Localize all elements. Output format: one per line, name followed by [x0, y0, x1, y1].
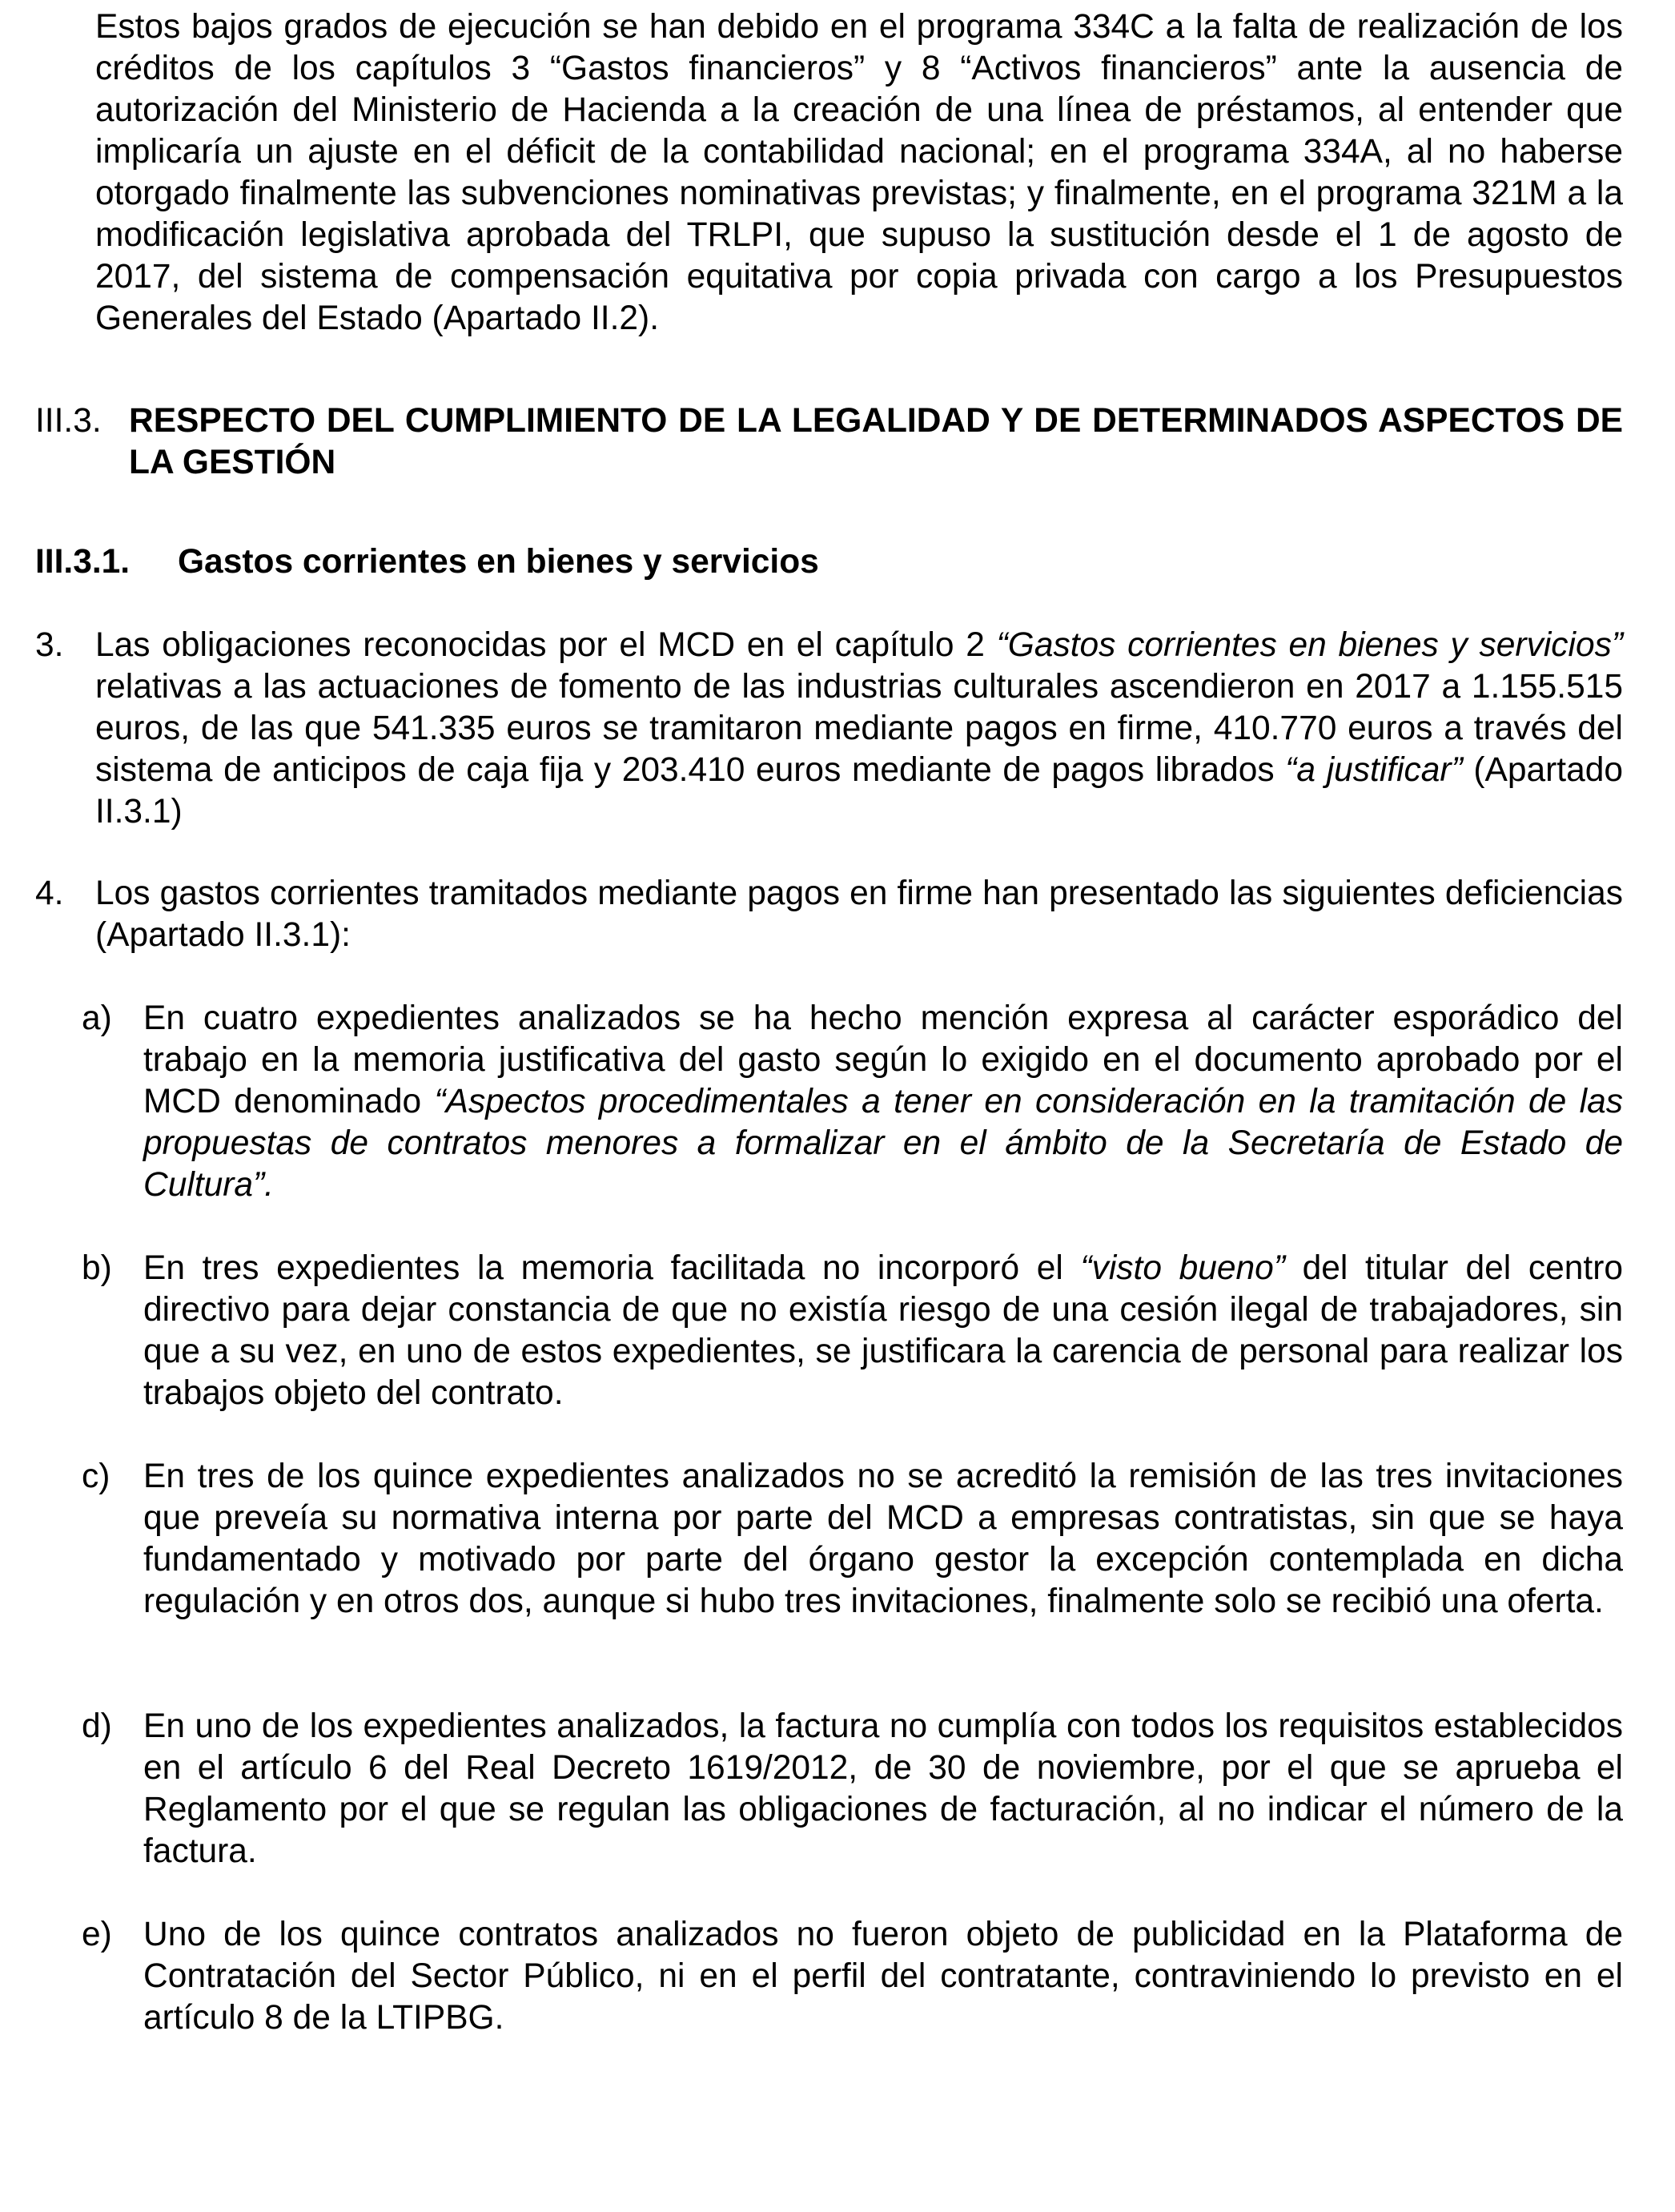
- sub-a-italic-1: “Aspectos procedimentales a tener en consideración en la tramitación de las propuestas de contratos menores a formalizar en el ámbito de la Secretaría de Estado de Cultura”.: [143, 1083, 1623, 1204]
- item-3-paragraph: [95, 625, 1623, 833]
- item-3-italic-2: “a justificar”: [1285, 751, 1463, 789]
- sub-b-label: b): [82, 1249, 112, 1287]
- sub-b-text-2: del titular del centro directivo para dejar constancia de que no existía riesgo de una cesión ilegal de trabajadores, sin que a su vez, en uno de estos expedientes, se justificara la carencia de personal para realizar los trabajos objeto del contrato.: [143, 1249, 1623, 1412]
- item-3-number: 3.: [35, 626, 64, 664]
- section-title: RESPECTO DEL CUMPLIMIENTO DE LA LEGALIDAD Y DE DETERMINADOS ASPECTOS DE LA GESTIÓN: [129, 402, 1623, 481]
- sub-e-label: e): [82, 1916, 112, 1953]
- sub-b-italic-1: “visto bueno”: [1080, 1249, 1285, 1287]
- item-3-text-2: relativas a las actuaciones de fomento de las industrias culturales ascendieron en 2017 a 1.155.515 euros, de las que 541.335 euros se tramitaron mediante pagos en firme, 410.770 euros a través del sistema de anticipos de caja fija y 203.410 euros mediante de pagos librados: [95, 668, 1623, 789]
- sub-d-label: d): [82, 1707, 112, 1745]
- sub-a-paragraph: [143, 998, 1623, 1206]
- sub-a-text-1: En cuatro expedientes analizados se ha hecho mención expresa al carácter esporádico del trabajo en la memoria justificativa del gasto según lo exigido en el documento aprobado por el MCD denominado: [143, 999, 1623, 1120]
- item-4-paragraph: Los gastos corrientes tramitados mediante pagos en firme han presentado las siguientes deficiencias (Apartado II.3.1):: [95, 875, 1623, 954]
- sub-c-label: c): [82, 1458, 110, 1495]
- sub-a-label: a): [82, 999, 112, 1037]
- sub-c-paragraph: En tres de los quince expedientes analizados no se acreditó la remisión de las tres invitaciones que preveía su normativa interna por parte del MCD a empresas contratistas, sin que se haya fundamentado y motivado por parte del órgano gestor la excepción contemplada en dicha regulación y en otros dos, aunque si hubo tres invitaciones, finalmente solo se recibió una oferta.: [143, 1458, 1623, 1620]
- item-3-text-1: Las obligaciones reconocidas por el MCD en el capítulo 2: [95, 626, 997, 664]
- subsection-number: III.3.1.: [35, 543, 131, 581]
- sub-b-text-1: En tres expedientes la memoria facilitada no incorporó el: [143, 1249, 1081, 1287]
- sub-e-paragraph: Uno de los quince contratos analizados no fueron objeto de publicidad en la Plataforma de Contratación del Sector Público, ni en el perfil del contratante, contraviniendo lo previsto en el artículo 8 de la LTIPBG.: [143, 1916, 1623, 2037]
- item-3-text-3: (Apartado II.3.1): [95, 751, 1624, 831]
- item-4-number: 4.: [35, 875, 64, 912]
- sub-d-paragraph: En uno de los expedientes analizados, la factura no cumplía con todos los requisitos establecidos en el artículo 6 del Real Decreto 1619/2012, de 30 de noviembre, por el que se aprueba el Reglamento por el que se regulan las obligaciones de facturación, al no indicar el número de la factura.: [143, 1707, 1623, 1870]
- section-number: III.3.: [35, 402, 102, 440]
- subsection-title: Gastos corrientes en bienes y servicios: [178, 543, 819, 581]
- intro-paragraph: Estos bajos grados de ejecución se han debido en el programa 334C a la falta de realización de los créditos de los capítulos 3 “Gastos financieros” y 8 “Activos financieros” ante la ausencia de autorización del Ministerio de Hacienda a la creación de una línea de préstamos, al entender que implicaría un ajuste en el déficit de la contabilidad nacional; en el programa 334A, al no haberse otorgado finalmente las subvenciones nominativas previstas; y finalmente, en el programa 321M a la modificación legislativa aprobada del TRLPI, que supuso la sustitución desde el 1 de agosto de 2017, del sistema de compensación equitativa por copia privada con cargo a los Presupuestos Generales del Estado (Apartado II.2).: [95, 8, 1623, 337]
- sub-b-paragraph: [143, 1248, 1623, 1414]
- item-3-italic-1: “Gastos corrientes en bienes y servicios”: [996, 626, 1624, 664]
